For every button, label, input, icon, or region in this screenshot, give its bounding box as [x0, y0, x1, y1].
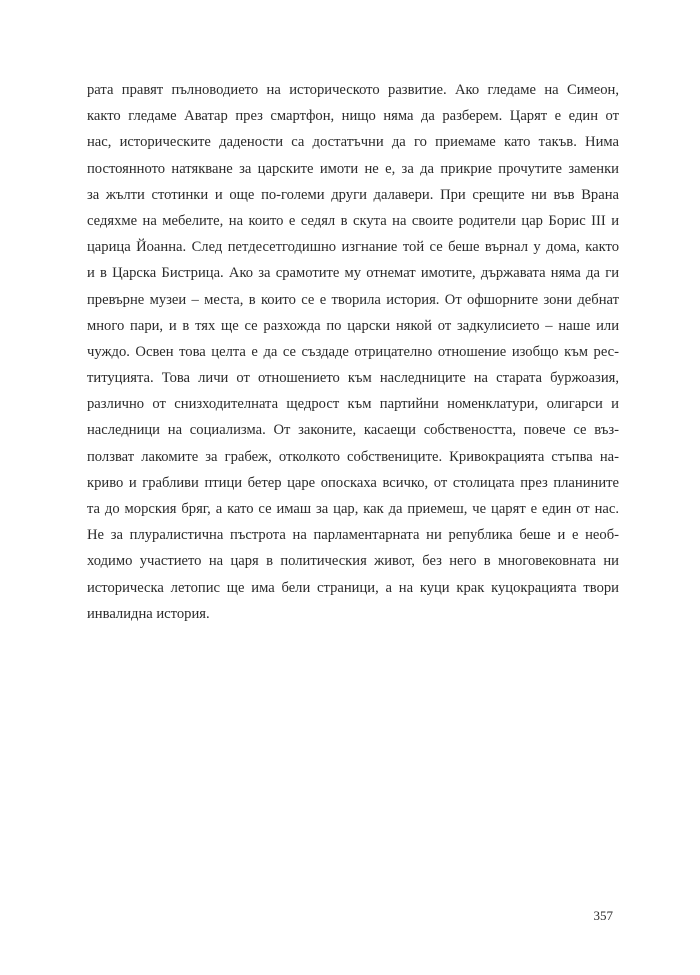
- text-line: нас, историческите дадености са достатъчни да го приемаме като такъв. Нима: [87, 134, 619, 151]
- text-line: рата правят пълноводието на историческото развитие. Ако гледаме на Симеон,: [87, 82, 619, 98]
- text-line: много пари, и в тях ще се разхожда по царски някой от задкулисието – наше или: [87, 317, 619, 334]
- text-line: превърне музеи – места, в които се е творила история. От офшорните зони дебнат: [87, 291, 619, 308]
- text-line: както гледаме Аватар през смартфон, нищо няма да разберем. Царят е един от: [87, 108, 619, 125]
- text-line: наследници на социализма. От законите, касаещи собствеността, повече се въз-: [87, 422, 619, 439]
- text-line: различно от снизходителната щедрост към партийни номенклатури, олигарси и: [87, 396, 619, 413]
- text-line: и в Царска Бистрица. Ако за срамотите му отнемат имотите, държавата няма да ги: [87, 265, 619, 282]
- text-line: та до морския бряг, а като се имаш за цар, как да приемеш, че царят е един от нас.: [87, 501, 619, 517]
- body-paragraph: [87, 77, 619, 627]
- text-line: постоянното натякване за царските имоти не е, за да прикрие прочутите заменки: [87, 160, 619, 177]
- text-line: ползват лакомите за грабеж, отколкото собствениците. Кривокрацията стъпва на-: [87, 448, 619, 465]
- text-line: чуждо. Освен това целта е да се създаде отрицателно отношение изобщо към рес-: [87, 343, 619, 360]
- text-line: криво и грабливи птици бетер царе опоскаха всичко, от столицата през планините: [87, 474, 619, 491]
- text-line: ходимо участието на царя в политическия живот, без него в многовековната ни: [87, 553, 619, 570]
- text-line: Не за плуралистична пъстрота на парламентарната ни република беше и е необ-: [87, 527, 619, 544]
- text-line: историческа летопис ще има бели страници, а на куци крак куцокрацията твори: [87, 579, 619, 596]
- text-line: за жълти стотинки и още по-големи други далавери. При срещите ни във Врана: [87, 186, 619, 203]
- text-line: титуцията. Това личи от отношението към наследниците на старата буржоазия,: [87, 370, 619, 387]
- text-line: седяхме на мебелите, на които е седял в скута на своите родители цар Борис III и: [87, 212, 619, 229]
- text-line: царица Йоанна. След петдесетгодишно изгнание той се беше върнал у дома, както: [87, 239, 619, 256]
- text-line: инвалидна история.: [87, 605, 210, 622]
- page-number: 357: [593, 908, 613, 923]
